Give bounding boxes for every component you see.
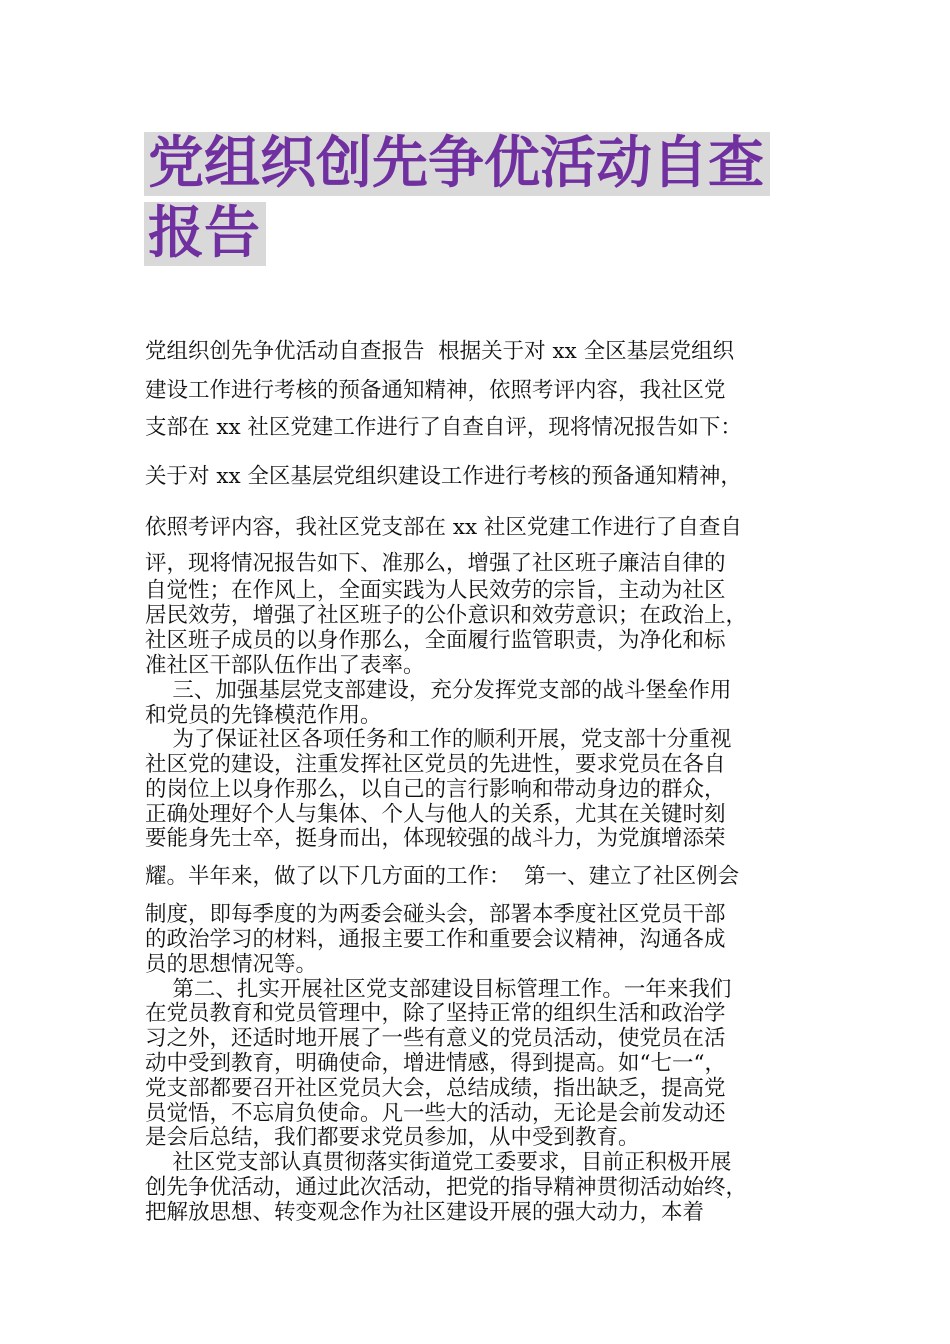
- body-line: 社区班子成员的以身作那么，全面履行监管职责，为净化和标: [145, 628, 726, 653]
- body-line: 员觉悟，不忘肩负使命。凡一些大的活动，无论是会前发动还: [145, 1101, 726, 1126]
- title-line-2: 报告: [144, 202, 266, 266]
- body-line: 的岗位上以身作那么，以自己的言行影响和带动身边的群众，: [145, 777, 726, 802]
- body-line: 社区党支部认真贯彻落实街道党工委要求，目前正积极开展: [145, 1150, 732, 1175]
- body-line: 耀。半年来，做了以下几方面的工作： 第一、建立了社区例会: [145, 864, 740, 889]
- title-line-1: 党组织创先争优活动自查: [144, 132, 770, 196]
- body-line: 评，现将情况报告如下、准那么，增强了社区班子廉洁自律的: [145, 551, 726, 576]
- body-line: 为了保证社区各项任务和工作的顺利开展，党支部十分重视: [145, 727, 732, 752]
- body-line: 自觉性；在作风上，全面实践为人民效劳的宗旨，主动为社区: [145, 578, 726, 603]
- body-line: 把解放思想、转变观念作为社区建设开展的强大动力，本着: [145, 1200, 705, 1225]
- body-line: 要能身先士卒，挺身而出，体现较强的战斗力，为党旗增添荣: [145, 826, 726, 851]
- body-line: 居民效劳，增强了社区班子的公仆意识和效劳意识；在政治上，: [145, 603, 748, 628]
- body-line: 建设工作进行考核的预备通知精神，依照考评内容，我社区党: [145, 378, 726, 403]
- body-line: 在党员教育和党员管理中，除了坚持正常的组织生活和政治学: [145, 1001, 726, 1026]
- body-line: 的政治学习的材料，通报主要工作和重要会议精神，沟通各成: [145, 927, 726, 952]
- body-line: 关于对 xx 全区基层党组织建设工作进行考核的预备通知精神，: [145, 464, 742, 489]
- body-line: 党支部都要召开社区党员大会，总结成绩，指出缺乏，提高党: [145, 1076, 726, 1101]
- body-line: 和党员的先锋模范作用。: [145, 703, 382, 728]
- body-line: 准社区干部队伍作出了表率。: [145, 653, 425, 678]
- body-line: 是会后总结，我们都要求党员参加，从中受到教育。: [145, 1125, 640, 1150]
- body-line: 党组织创先争优活动自查报告 根据关于对 xx 全区基层党组织: [145, 339, 735, 364]
- body-line: 动中受到教育，明确使命，增进情感，得到提高。如“七一“，: [145, 1051, 726, 1076]
- body-line: 习之外，还适时地开展了一些有意义的党员活动，使党员在活: [145, 1026, 726, 1051]
- body-line: 正确处理好个人与集体、个人与他人的关系，尤其在关键时刻: [145, 802, 726, 827]
- body-line: 员的思想情况等。: [145, 952, 318, 977]
- document-title: [144, 132, 824, 266]
- body-line: 三、加强基层党支部建设，充分发挥党支部的战斗堡垒作用: [145, 678, 732, 703]
- body-line: 制度，即每季度的为两委会碰头会，部署本季度社区党员干部: [145, 902, 726, 927]
- body-line: 第二、扎实开展社区党支部建设目标管理工作。一年来我们: [145, 977, 732, 1002]
- body-line: 支部在 xx 社区党建工作进行了自查自评，现将情况报告如下：: [145, 415, 742, 440]
- body-line: 创先争优活动，通过此次活动，把党的指导精神贯彻活动始终，: [145, 1175, 748, 1200]
- body-line: 社区党的建设，注重发挥社区党员的先进性，要求党员在各自: [145, 752, 726, 777]
- body-line: 依照考评内容，我社区党支部在 xx 社区党建工作进行了自查自: [145, 515, 742, 540]
